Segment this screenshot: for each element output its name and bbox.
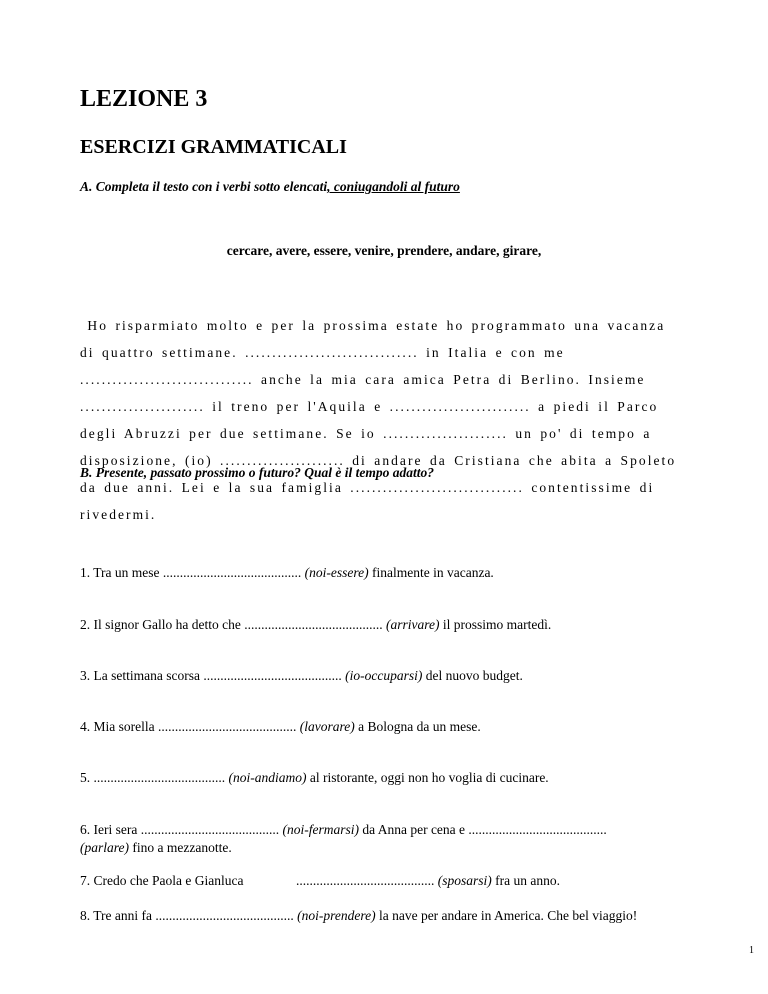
verb-hint: (noi-fermarsi) <box>282 822 359 837</box>
page-number: 1 <box>749 945 754 956</box>
section-heading: ESERCIZI GRAMMATICALI <box>80 136 347 158</box>
exercise-b-instruction: B. Presente, passato prossimo o futuro? Qual è il tempo adatto? <box>80 465 435 480</box>
verb-hint: (noi-andiamo) <box>228 770 307 785</box>
exercise-item-7-blank <box>296 873 560 889</box>
verb-hint: (lavorare) <box>299 719 355 734</box>
exercise-text: la nave per andare in America. Che bel viaggio! <box>375 908 638 923</box>
exercise-text: al ristorante, oggi non ho voglia di cucinare. <box>306 770 549 785</box>
exercise-text: 1. Tra un mese ......................................... <box>80 565 305 580</box>
exercise-item-2 <box>80 617 700 633</box>
passage-line: disposizione, (io) ....................... di andare da Cristiana che abita a Spoleto <box>80 453 677 468</box>
passage-line: di quattro settimane. ................................ in Italia e con me <box>80 345 565 360</box>
exercise-text: da Anna per cena e ......................................... <box>358 822 607 837</box>
exercise-a-instruction <box>80 179 460 195</box>
passage-line: rivedermi. <box>80 507 157 522</box>
verb-hint: (io-occuparsi) <box>345 668 423 683</box>
exercise-item-6 <box>80 821 700 857</box>
exercise-item-8 <box>80 907 680 925</box>
exercise-item-4 <box>80 719 700 735</box>
verb-hint: (noi-prendere) <box>297 908 376 923</box>
exercise-a-passage <box>80 312 700 528</box>
passage-line: ....................... il treno per l'Aquila e .......................... a piedi il Parco <box>80 399 659 414</box>
exercise-item-1 <box>80 565 700 581</box>
passage-line: da due anni. Lei e la sua famiglia ................................ contentissime di <box>80 480 655 495</box>
exercise-text: 5. ....................................... <box>80 770 229 785</box>
exercise-text: fra un anno. <box>491 873 560 888</box>
exercise-text: fino a mezzanotte. <box>129 840 232 855</box>
verb-hint: (sposarsi) <box>437 873 492 888</box>
lesson-title: LEZIONE 3 <box>80 86 208 112</box>
exercise-text: a Bologna da un mese. <box>354 719 481 734</box>
exercise-item-5 <box>80 770 700 786</box>
verb-hint: (arrivare) <box>385 617 440 632</box>
exercise-item-7-start: 7. Credo che Paola e Gianluca <box>80 873 244 888</box>
exercise-text: ......................................... <box>296 873 438 888</box>
exercise-a-instruction-underlined: , coniugandoli al futuro <box>327 179 460 194</box>
exercise-a-instruction-main: A. Completa il testo con i verbi sotto elencati <box>80 179 328 194</box>
exercise-text: il prossimo martedì. <box>439 617 552 632</box>
exercise-text: 6. Ieri sera ......................................... <box>80 822 283 837</box>
exercise-text: 3. La settimana scorsa ......................................... <box>80 668 346 683</box>
exercise-item-3 <box>80 668 700 684</box>
exercise-text: 2. Il signor Gallo ha detto che ......................................... <box>80 617 386 632</box>
passage-line: Ho risparmiato molto e per la prossima estate ho programmato una vacanza <box>80 318 666 333</box>
verb-hint: (parlare) <box>80 840 129 855</box>
verb-hint: (noi-essere) <box>304 565 369 580</box>
passage-line: ................................ anche la mia cara amica Petra di Berlino. Insieme <box>80 372 646 387</box>
verb-list: cercare, avere, essere, venire, prendere, andare, girare, <box>226 243 542 258</box>
exercise-text: finalmente in vacanza. <box>368 565 494 580</box>
passage-line: degli Abruzzi per due settimane. Se io ....................... un po' di tempo a <box>80 426 652 441</box>
exercise-text: del nuovo budget. <box>422 668 523 683</box>
exercise-text: 4. Mia sorella ......................................... <box>80 719 300 734</box>
exercise-text: 8. Tre anni fa ......................................... <box>80 908 298 923</box>
